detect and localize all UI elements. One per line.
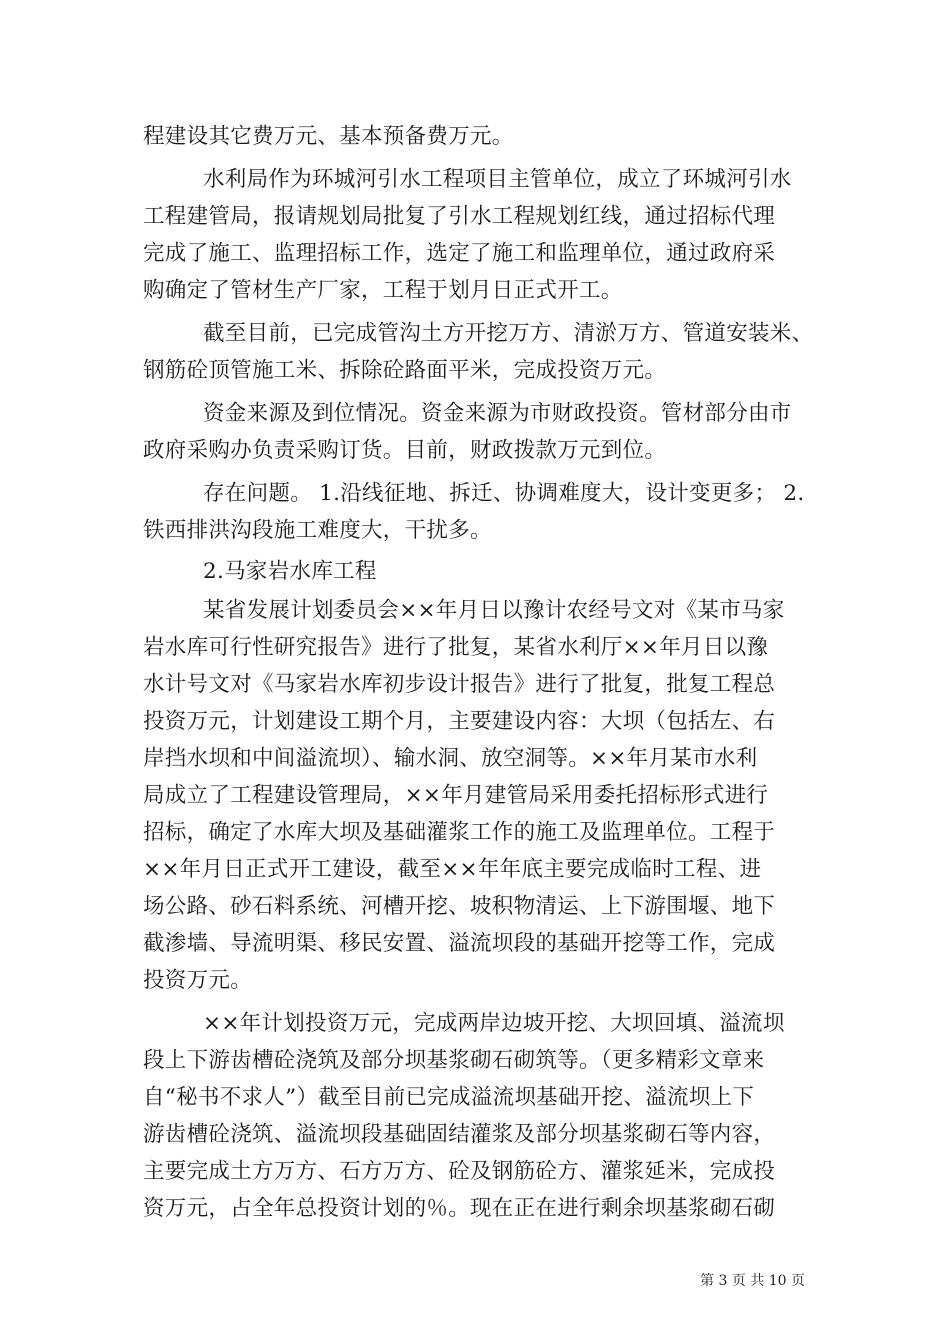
text-line: 2.马家岩水库工程 <box>203 559 377 584</box>
text-line: 主要完成土方万方、石方万方、砼及钢筋砼方、灌浆延米，完成投 <box>143 1159 776 1184</box>
text-line: 程建设其它费万元、基本预备费万元。 <box>143 124 514 149</box>
text-line: 截至目前，已完成管沟土方开挖万方、清淤万方、管道安装米、 <box>203 321 814 346</box>
text-line: 资金来源及到位情况。资金来源为市财政投资。管材部分由市 <box>203 401 792 426</box>
text-line: 段上下游齿槽砼浇筑及部分坝基浆砌石砌筑等。（更多精彩文章来 <box>143 1048 765 1073</box>
text-line: 岩水库可行性研究报告》进行了批复，某省水利厅××年月日以豫 <box>143 635 769 660</box>
text-line: 铁西排洪沟段施工难度大，干扰多。 <box>143 518 492 543</box>
text-line: 水计号文对《马家岩水库初步设计报告》进行了批复，批复工程总 <box>143 672 776 697</box>
text-line: 政府采购办负责采购订货。目前，财政拨款万元到位。 <box>143 438 667 463</box>
text-line: ××年月日正式开工建设，截至××年年底主要完成临时工程、进 <box>143 857 762 882</box>
text-line: 完成了施工、监理招标工作，选定了施工和监理单位，通过政府采 <box>143 241 776 266</box>
text-line: 水利局作为环城河引水工程项目主管单位，成立了环城河引水 <box>203 167 792 192</box>
text-line: 自“秘书不求人”）截至目前已完成溢流坝基础开挖、溢流坝上下 <box>143 1085 755 1110</box>
text-line: 工程建管局，报请规划局批复了引水工程规划红线，通过招标代理 <box>143 204 776 229</box>
text-line: 招标，确定了水库大坝及基础灌浆工作的施工及监理单位。工程于 <box>143 820 776 845</box>
text-line: 某省发展计划委员会××年月日以豫计农经号文对《某市马家 <box>203 598 785 623</box>
text-line: 资万元，占全年总投资计划的％。现在正在进行剩余坝基浆砌石砌 <box>143 1196 776 1221</box>
text-line: 投资万元。 <box>143 968 253 993</box>
text-line: 钢筋砼顶管施工米、拆除砼路面平米，完成投资万元。 <box>143 358 667 383</box>
text-line: 岸挡水坝和中间溢流坝）、输水洞、放空洞等。××年月某市水利 <box>143 746 758 771</box>
text-line: 投资万元，计划建设工期个月，主要建设内容：大坝（包括左、右 <box>143 709 776 734</box>
text-line: 截渗墙、导流明渠、移民安置、溢流坝段的基础开挖等工作，完成 <box>143 931 776 956</box>
page-number: 第 3 页 共 10 页 <box>700 1273 805 1289</box>
text-line: 局成立了工程建设管理局，××年月建管局采用委托招标形式进行 <box>143 783 769 808</box>
text-line: ××年计划投资万元，完成两岸边坡开挖、大坝回填、溢流坝 <box>203 1011 785 1036</box>
text-line: 存在问题。 1.沿线征地、拆迁、协调难度大，设计变更多； 2. <box>203 481 805 506</box>
body-text <box>143 118 814 1227</box>
text-line: 场公路、砂石料系统、河槽开挖、坡积物清运、上下游围堰、地下 <box>143 894 776 919</box>
text-line: 购确定了管材生产厂家，工程于划月日正式开工。 <box>143 278 623 303</box>
text-line: 游齿槽砼浇筑、溢流坝段基础固结灌浆及部分坝基浆砌石等内容， <box>143 1122 776 1147</box>
